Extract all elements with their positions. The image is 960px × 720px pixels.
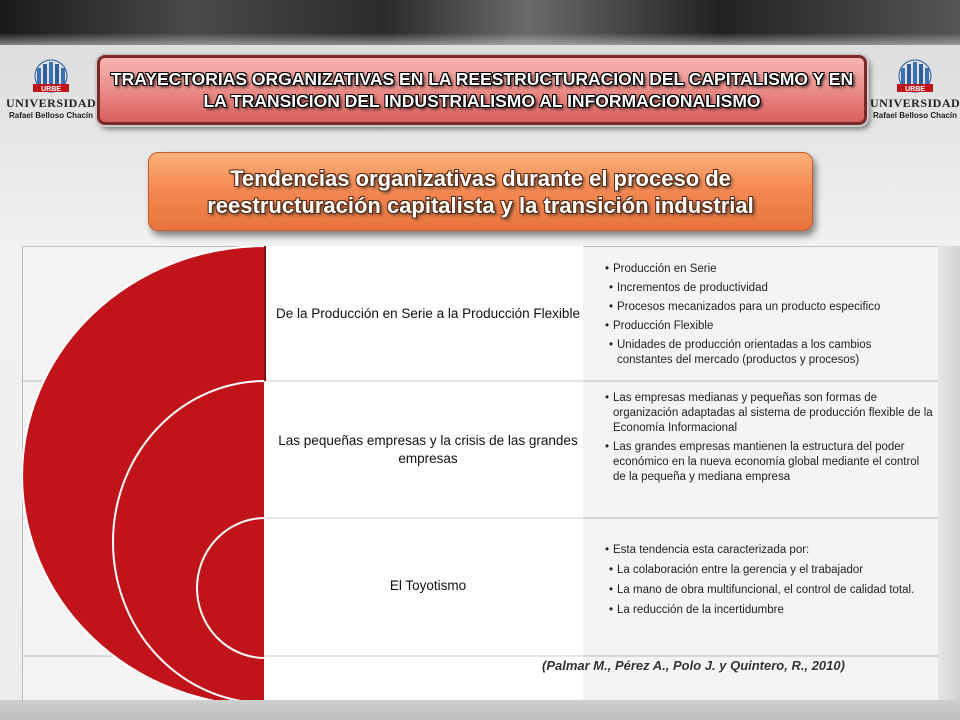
bullet-item: • Esta tendencia esta caracterizada por: — [605, 543, 930, 558]
bullet-item: • La mano de obra multifuncional, el control de calidad total. — [609, 583, 930, 598]
bottom-band — [0, 700, 960, 720]
bullet-item: • Procesos mecanizados para un producto especifico — [609, 300, 930, 315]
logo-university-text: UNIVERSIDAD — [6, 96, 97, 110]
row-1-bullets — [605, 262, 930, 368]
slide-title: TRAYECTORIAS ORGANIZATIVAS EN LA REESTRUCTURACION DEL CAPITALISMO Y EN LA TRANSICION DEL INDUSTRIALISMO AL INFORMACIONALISMO — [110, 69, 854, 111]
header-background-band — [0, 0, 960, 45]
row-3-bullets — [605, 543, 930, 618]
right-edge-decoration — [938, 246, 960, 720]
bullet-item: • La colaboración entre la gerencia y el trabajador — [609, 563, 930, 578]
logo-mark-text: URBE — [905, 86, 925, 93]
university-logo-right — [870, 58, 960, 128]
bullet-item: • Unidades de producción orientadas a los cambios constantes del mercado (productos y procesos) — [609, 338, 930, 368]
subtitle-banner — [148, 152, 813, 231]
row-1-label: De la Producción en Serie a la Producción Flexible — [276, 306, 580, 321]
bullet-item: • Las empresas medianas y pequeñas son formas de organización adaptadas al sistema de producción flexible de la Economía Informacional — [605, 391, 935, 436]
bullet-item: • La reducción de la incertidumbre — [609, 603, 930, 618]
slide-subtitle: Tendencias organizativas durante el proceso de reestructuración capitalista y la transición industrial — [207, 165, 754, 218]
bullet-item: • Producción en Serie — [605, 262, 930, 277]
university-logo-left — [6, 58, 96, 128]
bullet-item: • Incrementos de productividad — [609, 281, 930, 296]
bullet-item: • Producción Flexible — [605, 319, 930, 334]
logo-university-text: UNIVERSIDAD — [870, 96, 960, 110]
urbe-building-icon — [885, 58, 945, 94]
urbe-building-icon — [21, 58, 81, 94]
row-2-label: Las pequeñas empresas y la crisis de las grandes empresas — [278, 433, 578, 466]
title-banner — [97, 55, 867, 125]
logo-mark-text: URBE — [41, 86, 61, 93]
logo-university-name: Rafael Belloso Chacín — [8, 111, 94, 120]
bullet-item: • Las grandes empresas mantienen la estructura del poder económico en la nueva economía global mediante el control de la pequeña y mediana empresa — [605, 440, 935, 485]
citation: (Palmar M., Pérez A., Polo J. y Quintero, R., 2010) — [542, 658, 845, 673]
row-2-bullets — [605, 391, 935, 485]
logo-university-name: Rafael Belloso Chacín — [872, 111, 958, 120]
row-3-label: El Toyotismo — [389, 578, 467, 593]
